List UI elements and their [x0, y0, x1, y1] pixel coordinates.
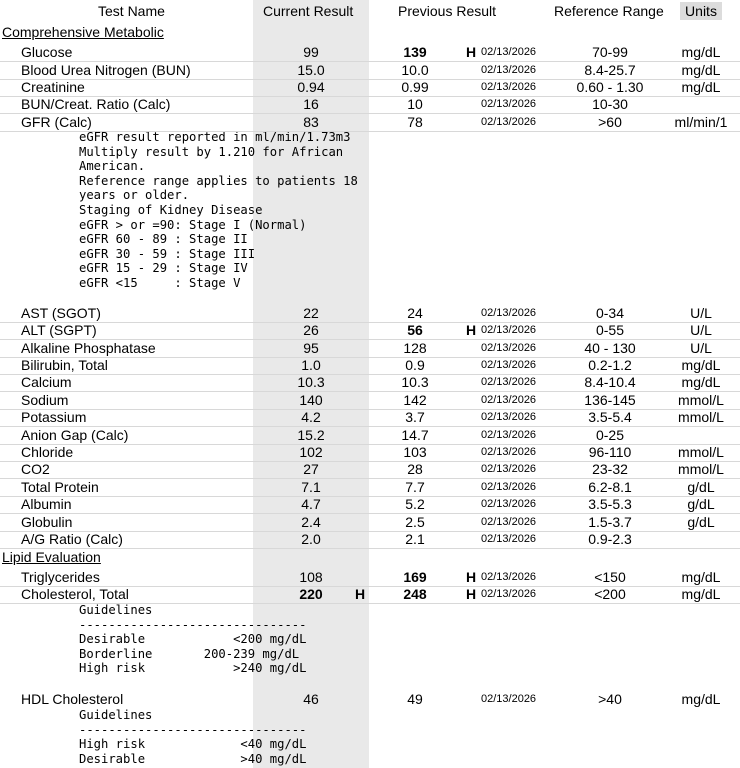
- test-name: Potassium: [21, 409, 87, 425]
- current-result: 108: [299, 569, 323, 585]
- current-result: 15.0: [297, 62, 325, 78]
- reference-range: 0-25: [595, 427, 625, 443]
- previous-date: 02/13/2026: [481, 81, 537, 93]
- previous-date: 02/13/2026: [481, 498, 537, 510]
- table-row: [0, 79, 740, 97]
- previous-date: 02/13/2026: [481, 516, 537, 528]
- reference-range: 0-34: [595, 305, 625, 321]
- test-name: GFR (Calc): [21, 114, 92, 130]
- reference-range: 10-30: [592, 96, 628, 112]
- previous-result: 7.7: [405, 479, 425, 495]
- previous-result: 56: [407, 322, 423, 338]
- previous-date: 02/13/2026: [481, 693, 537, 705]
- reference-range: 3.5-5.3: [588, 496, 632, 512]
- units: mg/dL: [681, 569, 721, 585]
- reference-range: 23-32: [592, 461, 628, 477]
- previous-date: 02/13/2026: [481, 533, 537, 545]
- table-row: [0, 96, 740, 114]
- units: mg/dL: [681, 44, 721, 60]
- table-row: [0, 586, 740, 604]
- current-result: 4.2: [301, 409, 321, 425]
- current-result: 140: [299, 392, 323, 408]
- test-name: Creatinine: [21, 79, 85, 95]
- test-name: Anion Gap (Calc): [21, 427, 129, 443]
- previous-result: 2.1: [405, 531, 425, 547]
- test-name: Total Protein: [21, 479, 99, 495]
- test-name: Calcium: [21, 374, 72, 390]
- previous-date: 02/13/2026: [481, 588, 537, 600]
- units: mmol/L: [678, 444, 724, 460]
- previous-date: 02/13/2026: [481, 571, 537, 583]
- current-result: 220: [299, 586, 323, 602]
- previous-result: 142: [403, 392, 427, 408]
- previous-date: 02/13/2026: [481, 429, 537, 441]
- units: mg/dL: [681, 62, 721, 78]
- current-result: 7.1: [301, 479, 321, 495]
- previous-flag: H: [466, 322, 477, 338]
- table-row: [0, 444, 740, 462]
- table-row: [0, 569, 740, 587]
- section-comprehensive-metabolic: Comprehensive Metabolic: [2, 24, 164, 40]
- test-name: Triglycerides: [21, 569, 100, 585]
- test-name: Blood Urea Nitrogen (BUN): [21, 62, 191, 78]
- current-result: 102: [299, 444, 323, 460]
- previous-date: 02/13/2026: [481, 64, 537, 76]
- previous-date: 02/13/2026: [481, 98, 537, 110]
- current-result: 22: [303, 305, 319, 321]
- table-row: [0, 357, 740, 375]
- previous-result: 0.9: [405, 357, 425, 373]
- current-result: 2.0: [301, 531, 321, 547]
- table-row: [0, 322, 740, 340]
- previous-date: 02/13/2026: [481, 463, 537, 475]
- header-reference-range: Reference Range: [554, 3, 664, 19]
- test-name: BUN/Creat. Ratio (Calc): [21, 96, 171, 112]
- current-result: 16: [303, 96, 319, 112]
- test-name: HDL Cholesterol: [21, 691, 124, 707]
- previous-flag: H: [466, 586, 477, 602]
- reference-range: 0-55: [595, 322, 625, 338]
- table-row: [0, 340, 740, 358]
- previous-date: 02/13/2026: [481, 342, 537, 354]
- test-name: A/G Ratio (Calc): [21, 531, 123, 547]
- table-row: [0, 44, 740, 62]
- reference-range: 0.60 - 1.30: [576, 79, 644, 95]
- gfr-interpretation-note: eGFR result reported in ml/min/1.73m3 Multiply result by 1.210 for African American. Reference range applies to patients 18 years or older. Staging of Kidney Disease eGFR > or =90: Stage I (Normal) eGFR 60 - 89 : Stage II eGFR 30 - 59 : Stage III eGFR 15 - 29 : Stage IV eGFR <15 : Stage V: [79, 130, 358, 290]
- cholesterol-guidelines-note: Guidelines ------------------------------- Desirable <200 mg/dL Borderline 200-239 mg/dL High risk >240 mg/dL: [79, 603, 307, 676]
- current-flag: H: [355, 586, 366, 602]
- reference-range: 96-110: [588, 444, 632, 460]
- previous-result: 78: [407, 114, 423, 130]
- table-row: [0, 305, 740, 323]
- previous-result: 128: [403, 340, 427, 356]
- table-row: [0, 514, 740, 532]
- previous-result: 10: [407, 96, 423, 112]
- units: mmol/L: [678, 409, 724, 425]
- reference-range: 1.5-3.7: [588, 514, 632, 530]
- previous-date: 02/13/2026: [481, 359, 537, 371]
- previous-result: 103: [403, 444, 427, 460]
- header-previous-result: Previous Result: [398, 3, 497, 19]
- units: g/dL: [687, 514, 715, 530]
- reference-range: 40 - 130: [584, 340, 636, 356]
- current-result: 0.94: [297, 79, 325, 95]
- reference-range: 3.5-5.4: [588, 409, 632, 425]
- units: U/L: [690, 305, 712, 321]
- previous-flag: H: [466, 569, 477, 585]
- previous-result: 2.5: [405, 514, 425, 530]
- hdl-guidelines-note: Guidelines ------------------------------- High risk <40 mg/dL Desirable >40 mg/dL: [79, 708, 307, 766]
- previous-date: 02/13/2026: [481, 324, 537, 336]
- previous-result: 139: [403, 44, 427, 60]
- current-result: 46: [303, 691, 319, 707]
- test-name: Globulin: [21, 514, 73, 530]
- header-test-name: Test Name: [98, 3, 165, 19]
- previous-date: 02/13/2026: [481, 116, 537, 128]
- current-result: 4.7: [301, 496, 321, 512]
- previous-result: 0.99: [401, 79, 429, 95]
- header-units: Units: [680, 2, 722, 20]
- test-name: Alkaline Phosphatase: [21, 340, 156, 356]
- test-name: Glucose: [21, 44, 73, 60]
- test-name: Chloride: [21, 444, 74, 460]
- current-result: 10.3: [297, 374, 325, 390]
- current-result: 83: [303, 114, 319, 130]
- reference-range: >40: [598, 691, 622, 707]
- current-result: 99: [303, 44, 319, 60]
- table-row: [0, 62, 740, 80]
- previous-result: 169: [403, 569, 427, 585]
- units: mmol/L: [678, 461, 724, 477]
- units: mg/dL: [681, 357, 721, 373]
- test-name: CO2: [21, 461, 50, 477]
- test-name: AST (SGOT): [21, 305, 101, 321]
- reference-range: 8.4-25.7: [584, 62, 636, 78]
- previous-date: 02/13/2026: [481, 446, 537, 458]
- table-row: [0, 496, 740, 514]
- header-current-result: Current Result: [263, 3, 354, 19]
- reference-range: 0.2-1.2: [588, 357, 632, 373]
- previous-result: 14.7: [401, 427, 429, 443]
- table-row: [0, 114, 740, 132]
- test-name: Albumin: [21, 496, 72, 512]
- units: mg/dL: [681, 79, 721, 95]
- table-row: [0, 531, 740, 549]
- reference-range: 6.2-8.1: [588, 479, 632, 495]
- previous-result: 10.0: [401, 62, 429, 78]
- test-name: Sodium: [21, 392, 69, 408]
- previous-result: 24: [407, 305, 423, 321]
- units: mg/dL: [681, 586, 721, 602]
- previous-date: 02/13/2026: [481, 411, 537, 423]
- units: U/L: [690, 322, 712, 338]
- table-row: [0, 479, 740, 497]
- reference-range: 70-99: [592, 44, 628, 60]
- reference-range: >60: [598, 114, 622, 130]
- section-lipid-evaluation: Lipid Evaluation: [2, 549, 101, 565]
- current-result: 27: [303, 461, 319, 477]
- table-row: [0, 427, 740, 445]
- previous-flag: H: [466, 44, 477, 60]
- current-result: 1.0: [301, 357, 321, 373]
- test-name: Bilirubin, Total: [21, 357, 108, 373]
- units: mg/dL: [681, 691, 721, 707]
- reference-range: <200: [594, 586, 626, 602]
- reference-range: 8.4-10.4: [584, 374, 636, 390]
- units: mg/dL: [681, 374, 721, 390]
- previous-result: 28: [407, 461, 423, 477]
- test-name: ALT (SGPT): [21, 322, 97, 338]
- table-row: [0, 461, 740, 479]
- previous-result: 10.3: [401, 374, 429, 390]
- table-row: [0, 374, 740, 392]
- current-result: 15.2: [297, 427, 325, 443]
- previous-date: 02/13/2026: [481, 481, 537, 493]
- previous-result: 3.7: [405, 409, 425, 425]
- current-result: 2.4: [301, 514, 321, 530]
- units: U/L: [690, 340, 712, 356]
- reference-range: 0.9-2.3: [588, 531, 632, 547]
- reference-range: <150: [594, 569, 626, 585]
- previous-date: 02/13/2026: [481, 307, 537, 319]
- previous-date: 02/13/2026: [481, 46, 537, 58]
- previous-result: 5.2: [405, 496, 425, 512]
- table-row: [0, 392, 740, 410]
- reference-range: 136-145: [584, 392, 636, 408]
- units: g/dL: [687, 479, 715, 495]
- current-result: 26: [303, 322, 319, 338]
- units: ml/min/1: [674, 114, 728, 130]
- table-row: [0, 409, 740, 427]
- test-name: Cholesterol, Total: [21, 586, 129, 602]
- units: mmol/L: [678, 392, 724, 408]
- previous-date: 02/13/2026: [481, 376, 537, 388]
- previous-result: 49: [407, 691, 423, 707]
- table-row: [0, 691, 740, 708]
- previous-date: 02/13/2026: [481, 394, 537, 406]
- previous-result: 248: [403, 586, 427, 602]
- units: g/dL: [687, 496, 715, 512]
- current-result: 95: [303, 340, 319, 356]
